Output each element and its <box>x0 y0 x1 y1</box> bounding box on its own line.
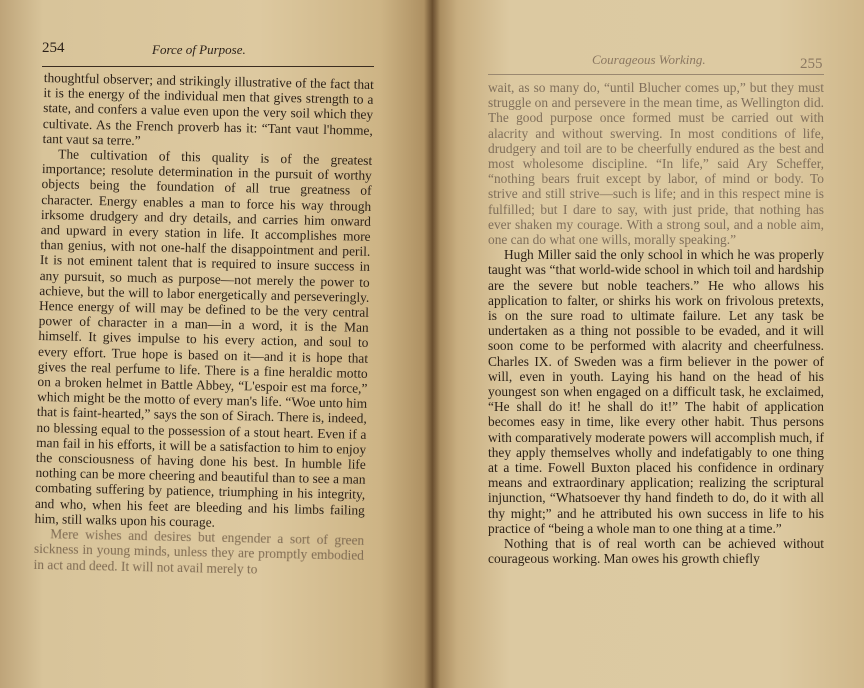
left-page-text <box>33 70 373 579</box>
right-header-rule <box>488 74 824 75</box>
right-paragraph-1: wait, as so many do, “until Blucher comes up,” but they must struggle on and persevere in the mean time, as Wellington did. The good purpose once formed must be carried out with alacrity and without swerving. In most conditions of life, drudgery and toil are to be cheerfully endured as the best and most wholesome discipline. “In life,” said Ary Scheffer, “nothing bears fruit except by labor, of mind or body. To strive and still strive—such is life; and in this respect mine is fulfilled; but I dare to say, with just pride, that nothing has ever shaken my courage. With a strong soul, and a noble aim, one can do what one wills, morally speaking.” <box>488 80 824 248</box>
right-paragraph-2: Hugh Miller said the only school in which he was properly taught was “that world-wide school in which toil and hardship are the severe but noble teachers.” He who allows his application to falter, or shirks his work on frivolous pretexts, is on the sure road to ultimate failure. Let any task be undertaken as a thing not possible to be evaded, and it will soon come to be performed with alacrity and cheerfulness. Charles IX. of Sweden was a firm believer in the power of will, even in youth. Laying his hand on the head of his youngest son when engaged on a difficult task, he exclaimed, “He shall do it! he shall do it!” The habit of application becomes easy in time, like every other habit. Thus persons with comparatively moderate powers will accomplish much, if they apply themselves wholly and indefatigably to one thing at a time. Fowell Buxton placed his confidence in ordinary means and extraordinary application; realizing the scriptural injunction, “Whatsoever thy hand findeth to do, do it with all thy might;” and he attributed his own success in life to his practice of “being a whole man to one thing at a time.” <box>488 247 824 536</box>
right-page-number: 255 <box>800 56 823 72</box>
left-header-rule <box>42 66 374 67</box>
right-paragraph-3: Nothing that is of real worth can be achieved without courageous working. Man owes his growth chiefly <box>488 536 824 567</box>
right-page <box>432 0 864 688</box>
left-page-number: 254 <box>42 40 65 56</box>
right-page-text <box>488 80 824 567</box>
left-paragraph-1: thoughtful observer; and strikingly illustrative of the fact that it is the energy of the individual men that gives strength to a state, and confers a value even upon the very soil which they cultivate. As the French proverb has it: “Tant vaut l'homme, tant vaut sa terre.” <box>42 70 374 148</box>
right-running-head: Courageous Working. <box>592 52 706 67</box>
left-paragraph-3: Mere wishes and desires but engender a sort of green sickness in young minds, unless they are promptly embodied in act and deed. It will not avail merely to <box>33 526 365 577</box>
book-gutter <box>424 0 440 688</box>
left-paragraph-2: The cultivation of this quality is of the greatest importance; resolute determination in the pursuit of worthy objects being the foundation of all true greatness of character. Energy enables a man to force his way through irksome drudgery and dry details, and carries him onward and upward in every station in life. It accomplishes more than genius, with not one-half the disappointment and peril. It is not eminent talent that is required to insure success in any pursuit, so much as purpose—not merely the power to achieve, but the will to labor energetically and perseveringly. Hence energy of will may be defined to be the very central power of character in a man—in a word, it is the Man himself. It gives impulse to his every action, and soul to every effort. True hope is based on it—and it is hope that gives the real perfume to life. There is a fine heraldic motto on a broken helmet in Battle Abbey, “L'espoir est ma force,” which might be the motto of every man's life. “Woe unto him that is faint-hearted,” says the son of Sirach. There is, indeed, no blessing equal to the possession of a stout heart. Even if a man fail in his efforts, it will be a satisfaction to him to enjoy the consciousness of having done his best. In humble life nothing can be more cheering and beautiful than to see a man combating suffering by patience, triumphing in his integrity, and who, when his feet are bleeding and his limbs failing him, still walks upon his courage. <box>34 146 373 530</box>
left-running-head: Force of Purpose. <box>152 42 246 57</box>
